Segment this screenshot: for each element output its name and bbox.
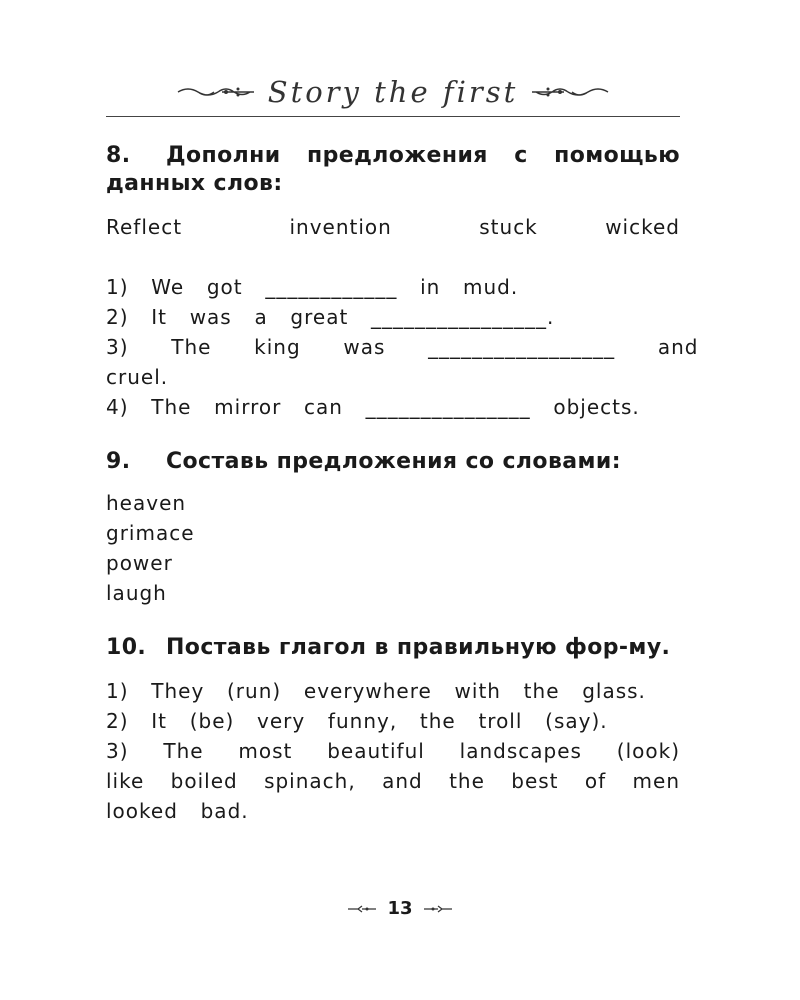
vocab-word: heaven: [106, 491, 187, 515]
task-10-sentences: [106, 676, 680, 826]
page-number: 13: [387, 898, 413, 919]
left-ornament-icon: [176, 83, 256, 101]
sentence-item: 3) The most beautiful landscapes (look): [106, 739, 680, 763]
word-bank-item: Reflect: [106, 215, 183, 239]
task-10-title: Поставь глагол в правильную фор-му.: [166, 635, 671, 660]
page-content: [106, 142, 699, 826]
word-bank-item: stuck: [479, 215, 538, 239]
task-8-number: 8.: [106, 143, 131, 168]
task-8-word-bank: [106, 212, 680, 242]
sentence-item: like boiled spinach, and the best of men: [106, 769, 680, 793]
right-ornament-icon: [530, 83, 610, 101]
task-8-title: Дополни предложения с помощью данных слов:: [106, 143, 680, 196]
vocab-word: power: [106, 551, 173, 575]
header-row: [106, 72, 680, 112]
task-9-number: 9.: [106, 449, 131, 474]
task-8-sentences: [106, 272, 699, 422]
page-header: [106, 72, 680, 118]
vocab-word: laugh: [106, 581, 167, 605]
page-footer: [0, 898, 800, 919]
sentence-item: 2) It (be) very funny, the troll (say).: [106, 709, 608, 733]
sentence-item: looked bad.: [106, 799, 249, 823]
footer-right-ornament-icon: [423, 904, 453, 914]
task-9-word-list: [106, 488, 680, 608]
task-10-number: 10.: [106, 635, 147, 660]
footer-left-ornament-icon: [347, 904, 377, 914]
sentence-item: cruel.: [106, 365, 169, 389]
sentence-item: 1) They (run) everywhere with the glass.: [106, 679, 646, 703]
task-9-title: Составь предложения со словами:: [166, 449, 621, 474]
task-9-heading: [106, 448, 680, 476]
word-bank-item: wicked: [605, 215, 680, 239]
header-rule: [106, 116, 680, 117]
vocab-word: grimace: [106, 521, 195, 545]
sentence-item: 1) We got ____________ in mud.: [106, 275, 519, 299]
task-8-heading: [106, 142, 680, 198]
header-title: Story the first: [267, 75, 519, 109]
sentence-item: 2) It was a great ________________.: [106, 305, 555, 329]
task-10-heading: [106, 634, 680, 662]
sentence-item: 4) The mirror can _______________ objects.: [106, 395, 640, 419]
sentence-item: 3) The king was _________________ and: [106, 335, 699, 359]
word-bank-item: invention: [289, 215, 392, 239]
